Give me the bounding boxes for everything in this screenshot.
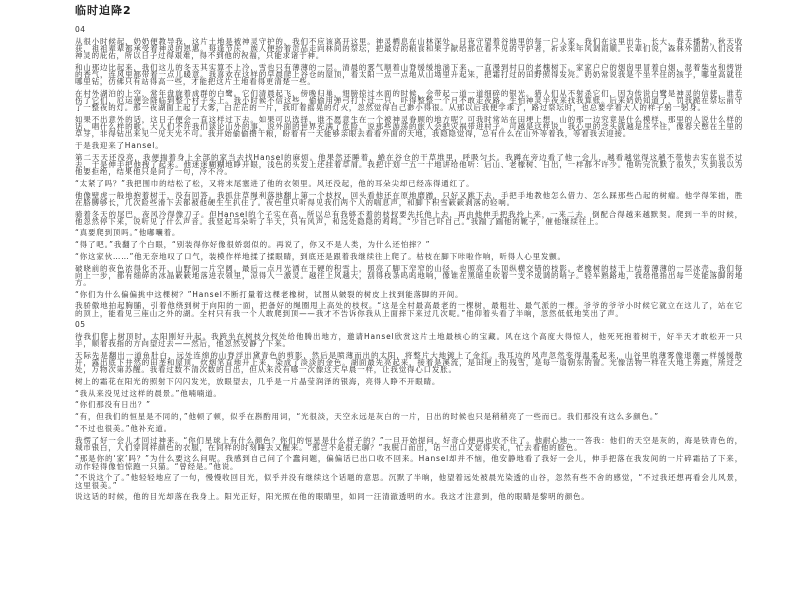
paragraph: 骑着冬天的尾巴，夜风冷得像刀子。但Hansel的个子实在高，所以总有我够不着的枝杈要先托他上去，再由他伸手把我拎上来，一来二去，倒配合得越来越默契。爬到一半的时候，他忽然停下来，说听见了什么声音。我竖起耳朵听了半天，只有风声，和远处隐隐的鸡鸣。“少自己吓自己。”我踹了踹他的靴子，催他继续往上。 bbox=[75, 209, 743, 226]
paragraph: 我愣了好一会儿才回过神来。“你们星球上有什么颜色？你们的恒星是什么样子的？”一旦开始提问，好奇心便再也收不住了。他耐心地一一答我：他们的天空是灰的，海是铁青色的，城市银白，人们穿同样颜色的衣服，在同样的时刻睡去又醒来。“那岂不是很无聊？”我脱口而出，话一出口又觉得失礼，忙去看他的脸色。 bbox=[75, 435, 743, 452]
paragraph: 说这话的时候，他的目光却落在我身上。阳光正好，阳光照在他的眼睛里，如同一汪清澈透明的水。我这才注意到，他的眼睛是黎明的颜色。 bbox=[75, 492, 590, 502]
paragraph: 如果不出意外的话，这日子便会一直这样过下去。如果可以选择，谁不愿意生在一个被神灵眷顾的地方呢？可我时常站在田埂上想，山的那一边究竟是什么模样，那里的人说什么样的话，唱什么样的歌。大人们不许我们谈论山外的事，说外面的世界充满了危险，说那些游荡的旅人会把灾祸带进村子。可越是这样说，我心里的念头就越是压不住，像春天憋在土里的草芽，非得钻出来见一见天光不可。我开始偷偷攒干粮，盼着有一天能够亲眼去看看外面的天地，我隐隐觉得，总有什么在山外等着我，等着我去迎接。 bbox=[75, 115, 743, 139]
dialogue-line: “得了吧。”我翻了个白眼，“别装得你好像很娇弱似的。再说了，你又不是人类，为什么还怕摔？” bbox=[75, 240, 431, 250]
paragraph: 破晓前的夜色浓得化不开，山野间一片空阔。最后一点月光洒在干硬的积雪上，照亮了脚下窄窄的山径，也照亮了头顶纵横交错的枝影。老橡树的枝干上结着薄薄的一层冰壳，我们每向上一步，都有细碎的冰晶簌簌地落进衣领里，凉得人一激灵。越往上风越大，刮得枝条呜呜地响，像谁在黑暗里吹着一支不成调的哨子。轻车熟路地，我给他指出每一处能落脚的地方。 bbox=[75, 263, 743, 287]
document-page bbox=[75, 2, 743, 505]
paragraph: “你们为什么偏偏挑中这棵树？”Hansel不断打量着这棵老橡树，试图从皴裂的树皮上找到能落脚的开间。 bbox=[75, 289, 464, 299]
paragraph: 第二天天还没亮，我便揣着身上全部的家当去找Hansel的麻烦。他果然还睡着，蜷在谷仓的干草堆里，呼吸匀长。我蹲在旁边看了他一会儿，越看越觉得这趟不带他去实在说不过去，于是伸手把他拽了起来。他迷迷糊糊地睁开眼，浅色的头发上还挂着草屑。我把计划一五一十地讲给他听：后山、老橡树、日出，一样都不许少。他听完沉默了很久，久到我以为他要拒绝，结果他只是问了一句，冷不冷。 bbox=[75, 152, 743, 177]
dialogue-line: “不过也很美。”他补充道。 bbox=[75, 423, 172, 433]
paragraph: 树上的霜花在阳光的照射下闪闪发光，放眼望去，几乎是一片晶莹润泽的银海，亮得人睁不开眼睛。 bbox=[75, 377, 441, 387]
paragraph: 我骄傲地拍起胸脯，引着他绕到树干向阳的一面，把备好的绳圈甩上高处的枝杈。“这是全村最高最老的一棵树，最粗壮、最气派的一棵。爷爷的爷爷小时候它就立在这儿了，站在它的顶上，能看见三座山之外的湖。全村只有我一个人敢爬到顶——我才不告诉你我从上面摔下来过几次呢。”他仰着头看了半晌，忽然低低地笑出了声。 bbox=[75, 301, 743, 318]
section-marker: 05 bbox=[75, 320, 86, 330]
paragraph: “那是你的‘家’吗？”为什么要这么问呢。我感到自己问了个蠢问题，偏偏话已出口收不回来。Hansel却并不恼，他安静地看了我好一会儿，伸手把落在我发间的一片碎霜拈了下来，动作轻得像怕惊跑一只猫。“曾经是。”他说。 bbox=[75, 454, 743, 471]
paragraph: “太紧了吗？”我把围巾的结松了松，又将末尾塞进了他的衣领里。风还没起，他的耳朵尖却已经冻得通红了。 bbox=[75, 178, 475, 188]
paragraph: 待我们爬上树顶时，太阳刚好升起。我跨坐在树枝分杈处给他腾出地方，邀请Hansel欣赏这片土地最核心的宝藏。风在这个高度大得惊人，他死死抱着树干，好半天才敢松开一只手，顺着我指的方向望过去——然后，他忽然安静了下来。 bbox=[75, 332, 743, 349]
dialogue-line: “你们那没有日出？” bbox=[75, 400, 151, 410]
dialogue-line: “真要爬到顶吗。”他嘟囔着。 bbox=[75, 228, 181, 238]
dialogue-line: “我从来没见过这样的晨景。”他喃喃道。 bbox=[75, 388, 222, 398]
paragraph: 天际先是翻出一道鱼肚白，远处连绵的山脊浮出黛青色的剪影，然后是喷薄而出的太阳，将整片大地镀上了金红。我耳边的风声忽然变得温柔起来，山谷里的薄雾像退潮一样缓缓散开，露出底下井然的田垄和屋顶，炊烟笔直地升上来，染成了淡淡的金色。湖面最先亮起来，接着是溪流，是田埂上的残雪，是每一扇朝东的窗。光像活物一样在大地上奔跑，所过之处，万物次第苏醒。我看过数不清次数的日出，但从来没有哪一次像这天早晨一样，让我觉得心口发胀。 bbox=[75, 350, 743, 375]
dialogue-line: “有，但我们的恒星是不同的，”他顿了顿，似乎在斟酌用词，“光很淡，天空永远是灰白的一片，日出的时候也只是稍稍亮了一些而已。我们那没有这么多颜色。” bbox=[75, 412, 659, 422]
narration-line: 于是我迎来了Hansel。 bbox=[75, 141, 164, 151]
section-marker: 04 bbox=[75, 25, 86, 34]
paragraph: 在村外湖泊的上空，常年盘旋着成群的白鹭。它们清晨起飞，傍晚归巢，翅膀掠过水面的时候，会带起一道一道细碎的银光。猎人们从不射杀它们，因为传说白鹭是神灵的信使，谁若伤了它们，厄运便会降临到整个村子头上。我小时候不信这些，偷偷用弹弓打下过一只，吓得整整一个月不敢走夜路，生怕神灵半夜来找我算账。后来奶奶知道了，罚我跪在祭坛前守了一整夜的灯。那一夜湖面上起了大雾，白茫茫的一片，我盯着摇晃的灯火，忽然觉得自己渺小得很。从那以后我便学乖了，路过祭坛时，也总要学着大人的样子躬一躬身。 bbox=[75, 88, 743, 113]
paragraph: 从很小时候起，奶奶便教导我，这片土地是被神灵守护的，我们不应该离开这里。神灵栖息在山林深处，日夜守望着谷地里的每一户人家，我们在这里出生、长大，春天播种，秋天收获，祖祖辈辈都承受着神灵的恩惠。每逢节庆，族人便抬着贡品走向林间的祭坛，把最好的粮食和果子献给那位看不见的守护者，祈求来年风调雨顺。长辈们说，森林外面的人们没有神灵的庇佑，所以日子过得艰难，得不到他的祝福，只能求诸于神。 bbox=[75, 36, 743, 61]
chapter-body bbox=[75, 26, 743, 500]
dialogue-line: “你这家伙……”他无奈地叹了口气，装模作样地揉了揉眼睛，到底还是跟着我继续往上爬了。枯枝在脚下咔啦作响，听得人心里发颤。 bbox=[75, 251, 566, 261]
paragraph: 和山那边比起来，我们这儿的冬天其实算不上冷，雪也只有薄薄的一层。清晨的雾气顺着山脊缓缓地淌下来，一直漫到村口的老槐树下。家家户户的烟囱里冒着白烟，混着柴火和烤饼的香气，连风里都带着一点儿暖意。我喜欢在这样的早晨爬上谷仓的屋顶，看太阳一点一点地从山坳里升起来，把霜打过的田野照得发亮。奶奶常说我是个坐不住的孩子，哪里高就往哪里钻，仿佛只有站得高一些，才能把这片土地看得更清楚一些。 bbox=[75, 62, 743, 87]
paragraph: “不说这个了。”他轻轻地应了一句，慢慢收回目光，似乎并没有继续这个话题的意思。沉默了半晌，他望着远处被晨光染透的山谷，忽然有些不舍的感觉，“不过我还想再看会儿风景，这里很美。” bbox=[75, 473, 743, 490]
chapter-title: 临时迫降2 bbox=[75, 4, 132, 17]
paragraph: 他像壁虎一般地抱着树干，没有回答。我抓住草绳利落地翻上第一个枝杈，回头看他还在原地磨蹭，只好又跳下去，手把手地教他怎么借力、怎么踩那些凸起的树瘤。他学得笨拙，胜在胳膊够长，几次险些滑下去都被他硬生生扒住了。夜色里只听得见我们两个人的喘息声，和脚下积雪簌簌剥落的轻响。 bbox=[75, 190, 743, 207]
